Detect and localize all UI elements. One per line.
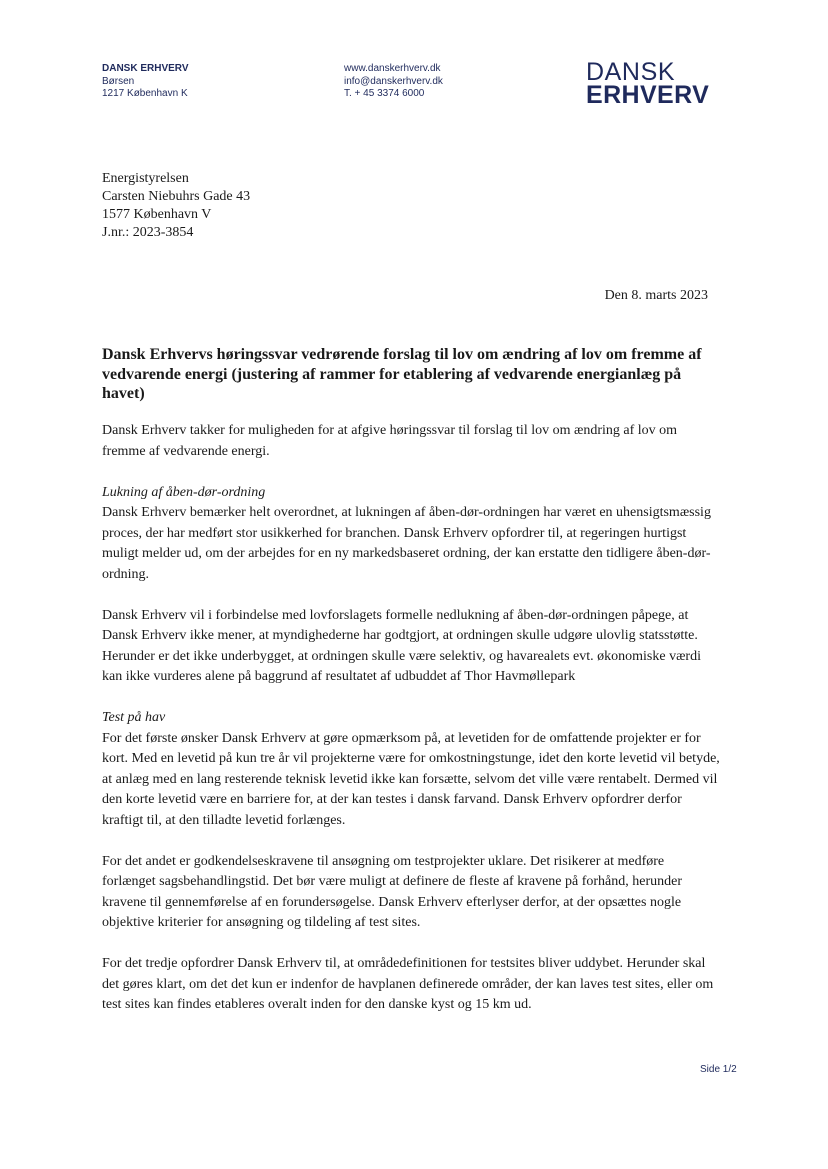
section-heading: Lukning af åben-dør-ordning [102,484,266,500]
contact-email-link[interactable]: info@danskerhverv.dk [344,75,443,87]
section-test-at-sea [102,708,720,831]
section-heading: Test på hav [102,710,166,725]
sender-block [102,63,189,101]
sender-address-line1: Børsen [102,75,135,87]
body-paragraph: Dansk Erhverv vil i forbindelse med lovforslagets formelle nedlukning af åben-dør-ordningen påpege, at Dansk Erhverv ikke mener, at myndighederne har godtgjort, at ordningen skulle udgøre ulovlig statsstøtte. Herunder er det ikke underbygget, at ordningen skulle være selektiv, og havarealets evt. økonomiske værdi kan ikke vurderes alene på baggrund af resultatet af udbuddet af Thor Havmøllepark [102,607,701,684]
sender-address-line2: 1217 København K [102,88,188,99]
body-paragraph: Dansk Erhverv bemærker helt overordnet, at lukningen af åben-dør-ordningen har været en uhensigtsmæssig proces, der har medført stor usikkerhed for branchen. Dansk Erhverv opfordrer til, at regeringen hurtigst muligt melder ud, om der arbejdes for en ny markedsbaseret ordning, der kan erstatte den tidligere åben-dør-ordning. [102,505,711,582]
page-number: Side 1/2 [700,1064,737,1075]
contact-web-link[interactable]: www.danskerhverv.dk [344,63,441,74]
contact-block [344,63,443,101]
logo-line2: ERHVERV [586,81,710,109]
body-paragraph: For det første ønsker Dansk Erhverv at gøre opmærksom på, at levetiden for de omfattende projekter er for kort. Med en levetid på kun tre år vil projekterne være for omkostningstunge, idet den korte levetid vil betyde, at anlæg med en lang resterende teknisk levetid ikke kan forsætte, selvom det ville være rentabelt. Dermed vil den korte levetid være en barriere for, at der kan testes i dansk farvand. Dansk Erhverv opfordrer derfor kraftigt til, at den tilladte levetid forlænges. [102,730,720,828]
recipient-city: 1577 København V [102,207,212,222]
recipient-name: Energistyrelsen [102,171,189,186]
body-paragraph: For det tredje opfordrer Dansk Erhverv til, at områdedefinitionen for testsites bliver uddybet. Herunder skal det gøres klart, om det det kun er indenfor de havplanen definerede områder, der kan laves test sites, eller om test sites kan findes etableres overalt inden for den danske kyst og 15 km ud. [102,956,714,1012]
contact-phone: T. + 45 3374 6000 [344,88,425,99]
sender-name: DANSK ERHVERV [102,63,189,74]
intro-paragraph: Dansk Erhverv takker for muligheden for at afgive høringssvar til forslag til lov om ændring af lov om fremme af vedvarende energi. [102,423,678,459]
recipient-street: Carsten Niebuhrs Gade 43 [102,189,251,204]
recipient-journal-number: J.nr.: 2023-3854 [102,225,194,240]
section-closure [102,483,720,586]
logo-line1: DANSK [586,58,676,86]
letter-body [102,421,720,1036]
letter-date: Den 8. marts 2023 [604,288,708,303]
letter-title: Dansk Erhvervs høringssvar vedrørende forslag til lov om ændring af lov om fremme af vedvarende energi (justering af rammer for etablering af vedvarende energianlæg på havet) [102,346,702,402]
dansk-erhverv-logo [586,60,726,108]
recipient-address [102,170,250,242]
body-paragraph: For det andet er godkendelseskravene til ansøgning om testprojekter uklare. Det risikerer at medføre forlænget sagsbehandlingstid. Det bør være muligt at definere de fleste af kravene på forhånd, herunder kravene til gennemførelse af en forundersøgelse. Dansk Erhverv efterlyser derfor, at der opsættes nogle objektive kriterier for ansøgning og tildeling af test sites. [102,853,683,930]
